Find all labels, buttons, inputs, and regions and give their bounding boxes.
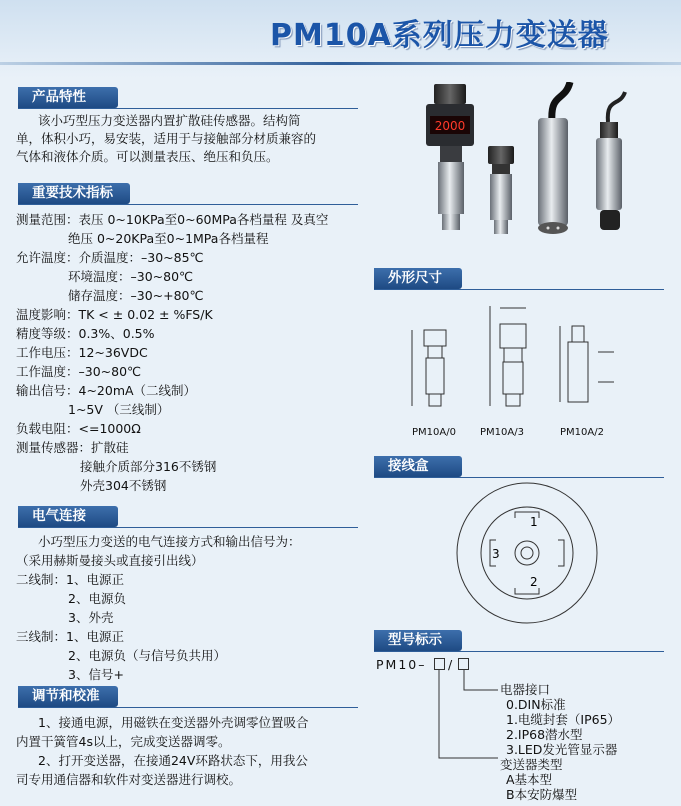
spec-line: 测量传感器：扩散硅 <box>16 440 129 455</box>
model-option-line: 2.IP68潜水型 <box>506 727 583 742</box>
model-option-line: 1.电缆封套（IP65） <box>506 712 621 727</box>
calibration-rule <box>18 707 358 708</box>
dimension-label: PM10A/3 <box>480 427 524 438</box>
calibration-line: 2、打开变送器，在接通24V环路状态下，用我公 <box>38 753 308 768</box>
spec-line: 1~5V （三线制） <box>68 402 170 417</box>
transmitter-din <box>488 146 514 234</box>
spec-line: 输出信号：4~20mA（二线制） <box>16 383 197 398</box>
spec-line: 温度影响：TK < ± 0.02 ± %FS/K <box>16 307 213 322</box>
calibration-line: 1、接通电源，用磁铁在变送器外壳调零位置吸合 <box>38 715 309 730</box>
model-code-brackets <box>430 670 510 770</box>
model-code-rule <box>374 651 664 652</box>
junction-pin-label: 3 <box>492 547 500 561</box>
model-code-heading: 型号标示 <box>374 630 462 651</box>
features-heading: 产品特性 <box>18 87 118 108</box>
model-code-separator: / <box>448 657 453 672</box>
spec-line: 测量范围：表压 0~10KPa至0~60MPa各档量程 及真空 <box>16 212 329 227</box>
model-option-line: 3.LED发光管显示器 <box>506 742 618 757</box>
electrical-rule <box>18 527 358 528</box>
spec-line: 接触介质部分316不锈钢 <box>80 459 217 474</box>
electrical-line: （采用赫斯曼接头或直接引出线） <box>16 553 204 568</box>
electrical-line: 3、外壳 <box>68 610 114 625</box>
features-line: 单，体积小巧，易安装，适用于与接触部分材质兼容的 <box>16 131 317 146</box>
dimensions-rule <box>374 289 664 290</box>
dimension-label: PM10A/0 <box>412 427 456 438</box>
model-option-line: 变送器类型 <box>500 757 563 772</box>
transmitter-submersible <box>538 82 570 234</box>
dimension-drawings <box>400 292 640 422</box>
junction-pin-label: 1 <box>530 515 538 529</box>
spec-line: 工作温度：–30~80℃ <box>16 364 142 379</box>
spec-line: 外壳304不锈钢 <box>80 478 167 493</box>
electrical-line: 二线制：1、电源正 <box>16 572 124 587</box>
model-code-box-interface <box>458 658 469 670</box>
features-line: 气体和液体介质。可以测量表压、绝压和负压。 <box>16 149 279 164</box>
spec-line: 工作电压：12~36VDC <box>16 345 148 360</box>
page-title: PM10A系列压力变送器 <box>270 18 609 53</box>
model-option-line: B本安防爆型 <box>506 787 578 802</box>
electrical-heading: 电气连接 <box>18 506 118 527</box>
spec-line: 精度等级：0.3%、0.5% <box>16 326 155 341</box>
dimension-label: PM10A/2 <box>560 427 604 438</box>
junction-pin-label: 2 <box>530 575 538 589</box>
transmitter-cable-gland <box>596 92 625 230</box>
model-option-line: A基本型 <box>506 772 553 787</box>
transmitter-with-display <box>426 84 474 230</box>
model-code: PM10– <box>376 657 427 672</box>
specs-heading: 重要技术指标 <box>18 183 130 204</box>
calibration-line: 内置干簧管4s以上，完成变送器调零。 <box>16 734 231 749</box>
product-photo <box>420 82 660 252</box>
calibration-heading: 调节和校准 <box>18 686 118 707</box>
dimensions-heading: 外形尺寸 <box>374 268 462 289</box>
spec-line: 储存温度：–30~+80℃ <box>68 288 204 303</box>
spec-line: 允许温度：介质温度：–30~85℃ <box>16 250 204 265</box>
model-option-line: 电器接口 <box>500 682 551 697</box>
spec-line: 环境温度：–30~80℃ <box>68 269 194 284</box>
features-line: 该小巧型压力变送器内置扩散硅传感器。结构简 <box>38 113 301 128</box>
junction-box-heading: 接线盒 <box>374 456 462 477</box>
junction-box-diagram <box>450 478 610 628</box>
electrical-line: 小巧型压力变送的电气连接方式和输出信号为： <box>38 534 301 549</box>
electrical-line: 3、信号+ <box>68 667 124 682</box>
features-rule <box>18 108 358 109</box>
model-option-line: 0.DIN标准 <box>506 697 566 712</box>
calibration-line: 司专用通信器和软件对变送器进行调校。 <box>16 772 242 787</box>
spec-line: 绝压 0~20KPa至0~1MPa各档量程 <box>68 231 269 246</box>
specs-rule <box>18 204 358 205</box>
spec-line: 负载电阻：<=1000Ω <box>16 421 141 436</box>
display-reading: 2000 <box>434 119 466 133</box>
model-code-box-type <box>434 658 445 670</box>
title-divider <box>0 62 681 65</box>
electrical-line: 三线制：1、电源正 <box>16 629 124 644</box>
electrical-line: 2、电源负 <box>68 591 126 606</box>
electrical-line: 2、电源负（与信号负共用） <box>68 648 226 663</box>
